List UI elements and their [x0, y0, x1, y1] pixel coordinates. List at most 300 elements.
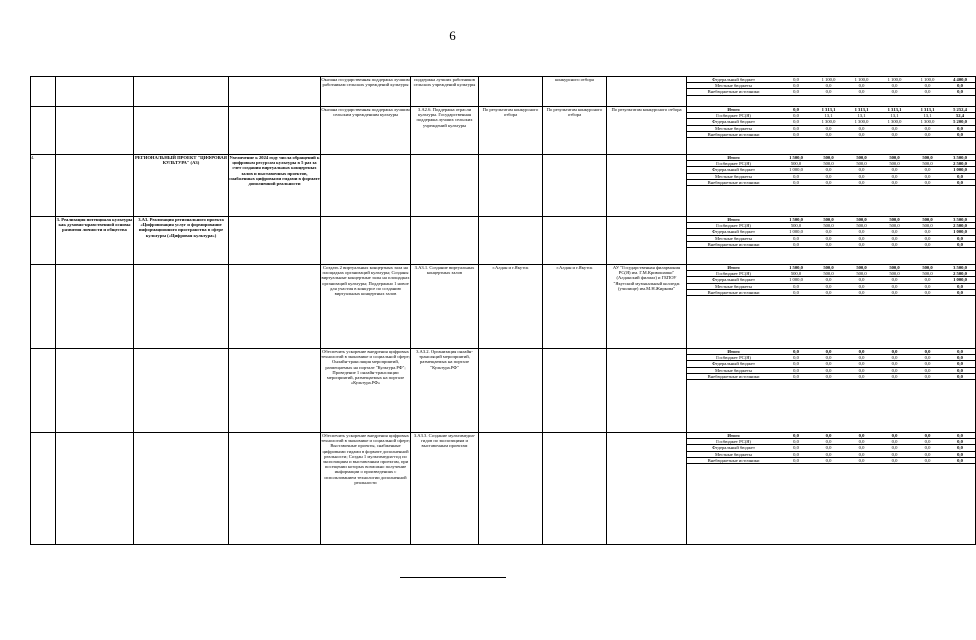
funding-year-value: 500,0: [878, 155, 911, 161]
event-cell: [321, 217, 411, 265]
funding-source-label: Местные бюджеты: [687, 83, 780, 89]
table-row: [31, 77, 976, 107]
funding-year-value: 0,0: [780, 439, 812, 445]
funding-year-value: 500,0: [911, 155, 944, 161]
funding-year-value: 0,0: [845, 349, 878, 355]
row-number-cell: [31, 77, 56, 107]
funding-year-value: 0,0: [911, 289, 944, 295]
funding-year-value: 1 313,1: [845, 107, 878, 113]
row-number-cell: [31, 265, 56, 349]
funding-year-value: 1 500,0: [780, 217, 812, 223]
funding-year-value: 1 100,0: [845, 77, 878, 83]
result-cell: [229, 349, 321, 433]
funding-total-value: 0,0: [944, 131, 976, 137]
funding-source-label: Внебюджетные источники: [687, 241, 780, 247]
funding-table: [687, 433, 976, 464]
table-row: [31, 217, 976, 265]
row-number-cell: 4.: [31, 155, 56, 217]
funding-source-label: Местные бюджеты: [687, 367, 780, 373]
funding-year-value: 0,0: [845, 361, 878, 367]
funding-cell: [687, 265, 976, 349]
funding-year-value: 0,0: [845, 229, 878, 235]
funding-year-value: 0,0: [911, 361, 944, 367]
activity-cell: [411, 217, 479, 265]
result-cell: [229, 217, 321, 265]
funding-year-value: 0,0: [812, 289, 845, 295]
executor-cell: АУ "Государственная филармония РС(Я) им. Г.М.Кривошапко" (Алданский филиал) и ГБПОУ "Якутский музыкальный колледж (училище) им.М.Н.Жиркова": [607, 265, 687, 349]
funding-year-value: 0,0: [878, 277, 911, 283]
table-row: [31, 433, 976, 545]
page-number: 6: [449, 28, 456, 43]
funding-year-value: 0,0: [845, 277, 878, 283]
funding-year-value: 0,0: [812, 125, 845, 131]
funding-year-value: 0,0: [911, 167, 944, 173]
funding-year-value: 0,0: [780, 235, 812, 241]
event-cell: Оказана государственная поддержка лучшим работникам сельских учреждений культуры: [321, 77, 411, 107]
funding-year-value: 1 100,0: [911, 77, 944, 83]
period-cell: г.Алдан и г.Якутск: [543, 265, 607, 349]
funding-year-value: 0,0: [911, 373, 944, 379]
event-cell: Обеспечить ускорение внедрения цифровых технологий в экономике и социальной сфере; Онлайн-трансляция мероприятий, размещаемых на портале "Культура.РФ"; Проведение 1 онлайн-трансляции мероприятий, размещаемых на портале «Культура.РФ»: [321, 349, 411, 433]
funding-row: [687, 107, 976, 113]
funding-year-value: 0,0: [812, 445, 845, 451]
place-cell: [479, 155, 543, 217]
funding-row: [687, 179, 976, 185]
funding-year-value: 0,0: [911, 173, 944, 179]
funding-total-value: 0,0: [944, 173, 976, 179]
event-cell: Создать 2 виртуальных концертных зала на площадках организаций культуры; Созданы виртуальные концертные залы на площадках организаций культуры; Поддержано 1 новое для участия в конкурсе по созданию виртуальных концертных залов: [321, 265, 411, 349]
funding-year-value: 0,0: [812, 229, 845, 235]
funding-year-value: 0,0: [911, 277, 944, 283]
funding-source-label: Итого: [687, 107, 780, 113]
activity-cell: 3.А3.1. Создание виртуальных концертных залов: [411, 265, 479, 349]
funding-total-value: 0,0: [944, 367, 976, 373]
row-number-cell: [31, 349, 56, 433]
funding-year-value: 13,1: [878, 113, 911, 119]
result-cell: [229, 433, 321, 545]
funding-year-value: 0,0: [845, 131, 878, 137]
funding-source-label: Итого: [687, 433, 780, 439]
funding-year-value: 1 000,0: [780, 167, 812, 173]
funding-year-value: 0,0: [878, 367, 911, 373]
funding-year-value: 0,0: [878, 235, 911, 241]
funding-total-value: 1 000,0: [944, 167, 976, 173]
funding-year-value: 0,0: [812, 277, 845, 283]
goal-cell: [56, 107, 134, 155]
funding-year-value: 500,0: [845, 161, 878, 167]
goal-cell: [56, 349, 134, 433]
funding-source-label: Федеральный бюджет: [687, 77, 780, 83]
funding-source-label: Федеральный бюджет: [687, 445, 780, 451]
place-cell: [479, 433, 543, 545]
funding-year-value: 500,0: [845, 271, 878, 277]
funding-year-value: 0,0: [780, 367, 812, 373]
funding-year-value: 1 300,0: [878, 119, 911, 125]
funding-year-value: 500,0: [845, 223, 878, 229]
funding-year-value: 500,0: [911, 161, 944, 167]
funding-year-value: 0,0: [780, 179, 812, 185]
funding-source-label: Внебюджетные источники: [687, 89, 780, 95]
result-cell: [229, 107, 321, 155]
funding-row: [687, 241, 976, 247]
funding-source-label: Итого: [687, 155, 780, 161]
program-table: [30, 76, 976, 545]
funding-year-value: 0,0: [780, 113, 812, 119]
funding-year-value: 0,0: [911, 451, 944, 457]
funding-source-label: Госбюджет РС(Я): [687, 439, 780, 445]
funding-year-value: 0,0: [911, 125, 944, 131]
funding-source-label: Госбюджет РС(Я): [687, 355, 780, 361]
funding-year-value: 0,0: [878, 439, 911, 445]
funding-row: [687, 265, 976, 271]
funding-year-value: 500,0: [812, 265, 845, 271]
executor-cell: [607, 77, 687, 107]
funding-year-value: 0,0: [911, 283, 944, 289]
funding-year-value: 0,0: [911, 131, 944, 137]
funding-year-value: 0,0: [780, 83, 812, 89]
funding-year-value: 13,1: [911, 113, 944, 119]
funding-total-value: 0,0: [944, 83, 976, 89]
funding-total-value: 0,0: [944, 355, 976, 361]
funding-source-label: Местные бюджеты: [687, 451, 780, 457]
period-cell: [543, 349, 607, 433]
funding-year-value: 500,0: [780, 271, 812, 277]
funding-year-value: 0,0: [845, 367, 878, 373]
place-cell: [479, 217, 543, 265]
goal-cell: [56, 265, 134, 349]
funding-year-value: 0,0: [911, 349, 944, 355]
funding-year-value: 500,0: [911, 217, 944, 223]
funding-year-value: 500,0: [780, 161, 812, 167]
funding-total-value: 5 252,4: [944, 107, 976, 113]
row-number-cell: [31, 107, 56, 155]
funding-year-value: 0,0: [845, 83, 878, 89]
funding-year-value: 0,0: [812, 131, 845, 137]
funding-year-value: 0,0: [780, 361, 812, 367]
funding-total-value: 0,0: [944, 125, 976, 131]
funding-year-value: 0,0: [812, 89, 845, 95]
funding-year-value: 0,0: [911, 89, 944, 95]
activity-cell: 3.А3.2. Организация онлайн-трансляций мероприятий, размещаемых на портале "Культура.РФ": [411, 349, 479, 433]
funding-source-label: Итого: [687, 217, 780, 223]
funding-year-value: 500,0: [911, 223, 944, 229]
funding-year-value: 0,0: [780, 289, 812, 295]
funding-year-value: 0,0: [780, 283, 812, 289]
funding-year-value: 500,0: [878, 271, 911, 277]
funding-year-value: 500,0: [878, 161, 911, 167]
funding-source-label: Итого: [687, 265, 780, 271]
funding-year-value: 500,0: [812, 217, 845, 223]
funding-year-value: 1 100,0: [878, 77, 911, 83]
place-cell: [479, 77, 543, 107]
funding-year-value: 0,0: [845, 445, 878, 451]
funding-total-value: 3 500,0: [944, 217, 976, 223]
funding-row: [687, 77, 976, 83]
funding-year-value: 0,0: [812, 179, 845, 185]
funding-year-value: 500,0: [812, 271, 845, 277]
project-cell: 3.А3. Реализация регионального проекта «Цифровизация услуг и формирование информационного пространства в сфере культуры («Цифровая культура»): [134, 217, 229, 265]
funding-total-value: 3 500,0: [944, 265, 976, 271]
funding-year-value: 0,0: [812, 367, 845, 373]
funding-total-value: 0,0: [944, 241, 976, 247]
funding-row: [687, 119, 976, 125]
funding-year-value: 0,0: [780, 173, 812, 179]
funding-source-label: Госбюджет РС(Я): [687, 271, 780, 277]
activity-cell: [411, 155, 479, 217]
funding-year-value: 0,0: [812, 373, 845, 379]
funding-year-value: 0,0: [911, 355, 944, 361]
funding-year-value: 0,0: [878, 179, 911, 185]
funding-total-value: 2 500,0: [944, 161, 976, 167]
executor-cell: [607, 217, 687, 265]
funding-year-value: 500,0: [812, 223, 845, 229]
funding-year-value: 500,0: [812, 155, 845, 161]
funding-year-value: 0,0: [812, 173, 845, 179]
period-cell: [543, 433, 607, 545]
funding-year-value: 0,0: [780, 89, 812, 95]
funding-year-value: 0,0: [780, 349, 812, 355]
funding-row: [687, 161, 976, 167]
funding-cell: [687, 155, 976, 217]
funding-year-value: 500,0: [878, 265, 911, 271]
funding-year-value: 0,0: [845, 451, 878, 457]
row-number-cell: [31, 217, 56, 265]
funding-total-value: 52,4: [944, 113, 976, 119]
funding-total-value: 0,0: [944, 451, 976, 457]
funding-year-value: 1 313,1: [812, 107, 845, 113]
funding-year-value: 0,0: [845, 283, 878, 289]
funding-year-value: 0,0: [878, 125, 911, 131]
funding-year-value: 0,0: [878, 355, 911, 361]
funding-source-label: Федеральный бюджет: [687, 361, 780, 367]
funding-total-value: 0,0: [944, 289, 976, 295]
funding-source-label: Федеральный бюджет: [687, 167, 780, 173]
funding-total-value: 0,0: [944, 179, 976, 185]
executor-cell: [607, 155, 687, 217]
funding-year-value: 500,0: [780, 223, 812, 229]
funding-total-value: 1 000,0: [944, 229, 976, 235]
funding-year-value: 1 313,1: [911, 107, 944, 113]
funding-year-value: 0,0: [878, 349, 911, 355]
table-row: [31, 349, 976, 433]
funding-year-value: 0,0: [812, 355, 845, 361]
funding-year-value: 0,0: [780, 77, 812, 83]
funding-cell: [687, 107, 976, 155]
funding-year-value: 0,0: [911, 179, 944, 185]
funding-year-value: 0,0: [878, 445, 911, 451]
funding-row: [687, 131, 976, 137]
funding-year-value: 0,0: [911, 445, 944, 451]
funding-year-value: 0,0: [845, 433, 878, 439]
funding-year-value: 0,0: [911, 457, 944, 463]
period-cell: конкурсного отбора: [543, 77, 607, 107]
funding-year-value: 1 000,0: [780, 277, 812, 283]
funding-year-value: 13,1: [812, 113, 845, 119]
funding-total-value: 0,0: [944, 283, 976, 289]
funding-year-value: 500,0: [845, 155, 878, 161]
funding-source-label: Госбюджет РС(Я): [687, 113, 780, 119]
funding-year-value: 0,0: [845, 173, 878, 179]
executor-cell: [607, 433, 687, 545]
funding-year-value: 500,0: [845, 217, 878, 223]
funding-table: [687, 265, 976, 296]
funding-year-value: 0,0: [845, 355, 878, 361]
funding-year-value: 500,0: [911, 271, 944, 277]
funding-year-value: 0,0: [878, 83, 911, 89]
funding-row: [687, 223, 976, 229]
funding-year-value: 0,0: [845, 289, 878, 295]
funding-year-value: 0,0: [911, 241, 944, 247]
funding-cell: [687, 433, 976, 545]
funding-year-value: 0,0: [911, 83, 944, 89]
funding-year-value: 0,0: [780, 451, 812, 457]
funding-year-value: 0,0: [812, 349, 845, 355]
project-cell: [134, 349, 229, 433]
funding-total-value: 4 400,0: [944, 77, 976, 83]
funding-row: [687, 457, 976, 463]
funding-table: [687, 155, 976, 186]
funding-year-value: 0,0: [845, 167, 878, 173]
place-cell: г.Алдан и г.Якутск: [479, 265, 543, 349]
funding-total-value: 0,0: [944, 457, 976, 463]
funding-year-value: 0,0: [911, 235, 944, 241]
funding-source-label: Местные бюджеты: [687, 235, 780, 241]
result-cell: Увеличение к 2024 году числа обращений к цифровым ресурсам культуры в 5 раз за счет создания виртуальных концертных залов и выставочных проектов, снабженных цифровыми гидами в формате дополненной реальности: [229, 155, 321, 217]
executor-cell: [607, 349, 687, 433]
goal-cell: 3. Реализация потенциала культуры как духовно-нравственной основы развития личности и общества: [56, 217, 134, 265]
funding-year-value: 1 300,0: [845, 119, 878, 125]
funding-year-value: 0,0: [845, 241, 878, 247]
funding-year-value: 0,0: [812, 433, 845, 439]
funding-year-value: 0,0: [878, 283, 911, 289]
funding-year-value: 1 500,0: [780, 265, 812, 271]
funding-year-value: 0,0: [911, 433, 944, 439]
funding-total-value: 0,0: [944, 89, 976, 95]
funding-total-value: 0,0: [944, 445, 976, 451]
funding-year-value: 0,0: [878, 229, 911, 235]
funding-cell: [687, 217, 976, 265]
activity-cell: 3.А2.6. Поддержка отрасли культуры. Государственная поддержка лучших сельских учреждений культуры: [411, 107, 479, 155]
funding-year-value: 1 500,0: [780, 155, 812, 161]
funding-source-label: Внебюджетные источники: [687, 289, 780, 295]
funding-row: [687, 271, 976, 277]
funding-total-value: 0,0: [944, 433, 976, 439]
funding-cell: [687, 349, 976, 433]
funding-year-value: 0,0: [812, 241, 845, 247]
funding-year-value: 0,0: [911, 229, 944, 235]
funding-year-value: 1 300,0: [911, 119, 944, 125]
funding-table: [687, 77, 976, 96]
funding-year-value: 0,0: [911, 439, 944, 445]
funding-year-value: 0,0: [845, 125, 878, 131]
funding-year-value: 0,0: [878, 451, 911, 457]
funding-cell: [687, 77, 976, 107]
funding-year-value: 0,0: [812, 451, 845, 457]
funding-row: [687, 155, 976, 161]
funding-source-label: Внебюджетные источники: [687, 457, 780, 463]
funding-year-value: 0,0: [878, 167, 911, 173]
funding-year-value: 0,0: [878, 373, 911, 379]
funding-year-value: 0,0: [911, 367, 944, 373]
funding-source-label: Госбюджет РС(Я): [687, 161, 780, 167]
funding-year-value: 0,0: [812, 235, 845, 241]
funding-source-label: Госбюджет РС(Я): [687, 223, 780, 229]
funding-year-value: 0,0: [780, 241, 812, 247]
funding-year-value: 0,0: [780, 131, 812, 137]
funding-year-value: 0,0: [878, 241, 911, 247]
funding-row: [687, 217, 976, 223]
goal-cell: [56, 155, 134, 217]
funding-total-value: 2 500,0: [944, 271, 976, 277]
period-cell: [543, 155, 607, 217]
funding-year-value: 1 313,1: [878, 107, 911, 113]
funding-year-value: 500,0: [878, 217, 911, 223]
result-cell: [229, 77, 321, 107]
funding-total-value: 0,0: [944, 439, 976, 445]
funding-year-value: 0,0: [812, 439, 845, 445]
funding-year-value: 0,0: [845, 457, 878, 463]
funding-total-value: 0,0: [944, 235, 976, 241]
period-cell: [543, 217, 607, 265]
funding-row: [687, 89, 976, 95]
funding-year-value: 0,0: [878, 89, 911, 95]
funding-year-value: 0,0: [780, 125, 812, 131]
footer-rule: [400, 577, 506, 578]
funding-table: [687, 217, 976, 248]
goal-cell: [56, 77, 134, 107]
table-row: [31, 107, 976, 155]
executor-cell: По результатам конкурсного отбора: [607, 107, 687, 155]
event-cell: [321, 155, 411, 217]
funding-year-value: 0,0: [878, 433, 911, 439]
period-cell: По результатам конкурсного отбора: [543, 107, 607, 155]
funding-row: [687, 289, 976, 295]
project-cell: [134, 433, 229, 545]
funding-source-label: Итого: [687, 349, 780, 355]
funding-year-value: 500,0: [878, 223, 911, 229]
funding-total-value: 0,0: [944, 349, 976, 355]
project-cell: [134, 265, 229, 349]
funding-table: [687, 107, 976, 138]
funding-total-value: 3 500,0: [944, 155, 976, 161]
funding-year-value: 0,0: [845, 89, 878, 95]
funding-source-label: Внебюджетные источники: [687, 131, 780, 137]
funding-source-label: Местные бюджеты: [687, 125, 780, 131]
funding-year-value: 0,0: [845, 235, 878, 241]
funding-year-value: 0,0: [878, 457, 911, 463]
table-row: [31, 155, 976, 217]
funding-year-value: 0,0: [780, 445, 812, 451]
funding-year-value: 500,0: [845, 265, 878, 271]
funding-source-label: Местные бюджеты: [687, 173, 780, 179]
project-cell: РЕГИОНАЛЬНЫЙ ПРОЕКТ "ЦИФРОВАЯ КУЛЬТУРА" (А3): [134, 155, 229, 217]
activity-cell: 3.А3.3. Создание мультимедиа-гидов по экспозициям и выставочным проектам: [411, 433, 479, 545]
funding-total-value: 5 200,0: [944, 119, 976, 125]
event-cell: Оказана государственная поддержка лучшим сельским учреждениям культуры: [321, 107, 411, 155]
funding-year-value: 0,0: [780, 355, 812, 361]
funding-year-value: 1 100,0: [812, 77, 845, 83]
funding-year-value: 0,0: [878, 131, 911, 137]
funding-year-value: 0,0: [812, 167, 845, 173]
funding-year-value: 0,0: [812, 361, 845, 367]
funding-year-value: 1 300,0: [812, 119, 845, 125]
funding-year-value: 0,0: [812, 283, 845, 289]
funding-total-value: 0,0: [944, 373, 976, 379]
funding-year-value: 0,0: [878, 289, 911, 295]
funding-year-value: 0,0: [812, 83, 845, 89]
place-cell: [479, 349, 543, 433]
funding-source-label: Федеральный бюджет: [687, 229, 780, 235]
